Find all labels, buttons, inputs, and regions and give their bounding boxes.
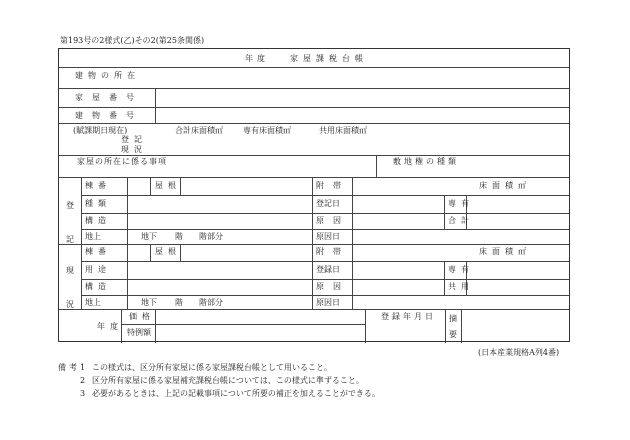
cur-record-date: 登録日	[316, 265, 340, 274]
cur-floor-area: 床面積㎡	[479, 247, 531, 256]
reg-cause: 原因	[316, 216, 350, 225]
cur-above-ground: 地上	[85, 298, 101, 307]
cur-structure: 構造	[85, 282, 111, 291]
cur-common: 共用	[448, 282, 474, 291]
reg-building-no: 棟番	[85, 181, 111, 190]
cur-cause-date: 原因日	[316, 298, 340, 307]
location-label: 建物の所在	[75, 71, 140, 80]
reg-below-ground: 地下	[141, 232, 157, 241]
note-3-text: 必要があるときは、上記の記載事項について所要の補正を加えることができる。	[92, 389, 380, 398]
note-1-text: この様式は、区分所有家屋に係る家屋課税台帳として用いること。	[92, 363, 332, 372]
assessment-date: (賦課期日現在)	[73, 126, 128, 135]
house-number-label: 家屋番号	[75, 93, 143, 102]
cur-roof: 屋根	[155, 247, 181, 256]
land-right-type-label: 敷地権の種類	[393, 157, 459, 166]
tax-register-form	[58, 48, 570, 342]
cur-floor-portion: 階部分	[199, 298, 223, 307]
reg-roof: 屋根	[155, 181, 181, 190]
cur-cause: 原因	[316, 282, 350, 291]
total-floor-area-label: 合計床面積㎡	[175, 126, 223, 135]
title-year: 年度	[245, 54, 269, 63]
price-label: 価格	[129, 312, 155, 321]
form-number: 第193号の2様式(乙)その2(第25条関係)	[60, 36, 205, 45]
location-items-label: 家屋の所在に係る事項	[77, 157, 167, 166]
current-side-label: 現況	[66, 266, 74, 309]
reg-floor-portion: 階部分	[199, 232, 223, 241]
cur-private: 専有	[448, 265, 474, 274]
note-2-text: 区分所有家屋に係る家屋補充課税台帳については、この様式に準ずること。	[92, 376, 364, 385]
cur-building-no: 棟番	[85, 247, 111, 256]
reg-floors: 階	[175, 232, 183, 241]
cur-floors: 階	[175, 298, 183, 307]
special-price-label: 特例額	[127, 328, 151, 337]
registered-label: 登記	[121, 135, 147, 144]
reg-private: 専有	[448, 199, 474, 208]
reg-total: 合計	[448, 216, 474, 225]
reg-kind: 種類	[85, 199, 111, 208]
reg-above-ground: 地上	[85, 232, 101, 241]
record-ymd-label: 登録年月日	[381, 312, 436, 321]
common-floor-area-label: 共用床面積㎡	[319, 126, 367, 135]
registered-side-label: 登記	[66, 201, 74, 244]
cur-usage: 用途	[85, 265, 111, 274]
notes-label: 備考	[58, 363, 80, 372]
reg-structure: 構造	[85, 216, 111, 225]
reg-cause-date: 原因日	[316, 232, 340, 241]
reg-annex: 附帯	[316, 181, 350, 190]
cur-annex: 附帯	[316, 247, 350, 256]
private-floor-area-label: 専有床面積㎡	[243, 126, 291, 135]
standard-size: (日本産業規格A列4番)	[478, 348, 560, 357]
note-3-number: 3	[80, 389, 86, 398]
current-label: 現況	[121, 145, 147, 154]
year-label: 年度	[97, 322, 123, 331]
remarks-label: 摘要	[449, 314, 457, 339]
reg-floor-area: 床面積㎡	[479, 181, 531, 190]
reg-date: 登記日	[316, 199, 340, 208]
form-title: 家屋課税台帳	[290, 54, 368, 63]
note-2-number: 2	[80, 376, 86, 385]
cur-below-ground: 地下	[141, 298, 157, 307]
building-number-label: 建物番号	[75, 111, 143, 120]
note-1-number: 1	[80, 363, 86, 372]
